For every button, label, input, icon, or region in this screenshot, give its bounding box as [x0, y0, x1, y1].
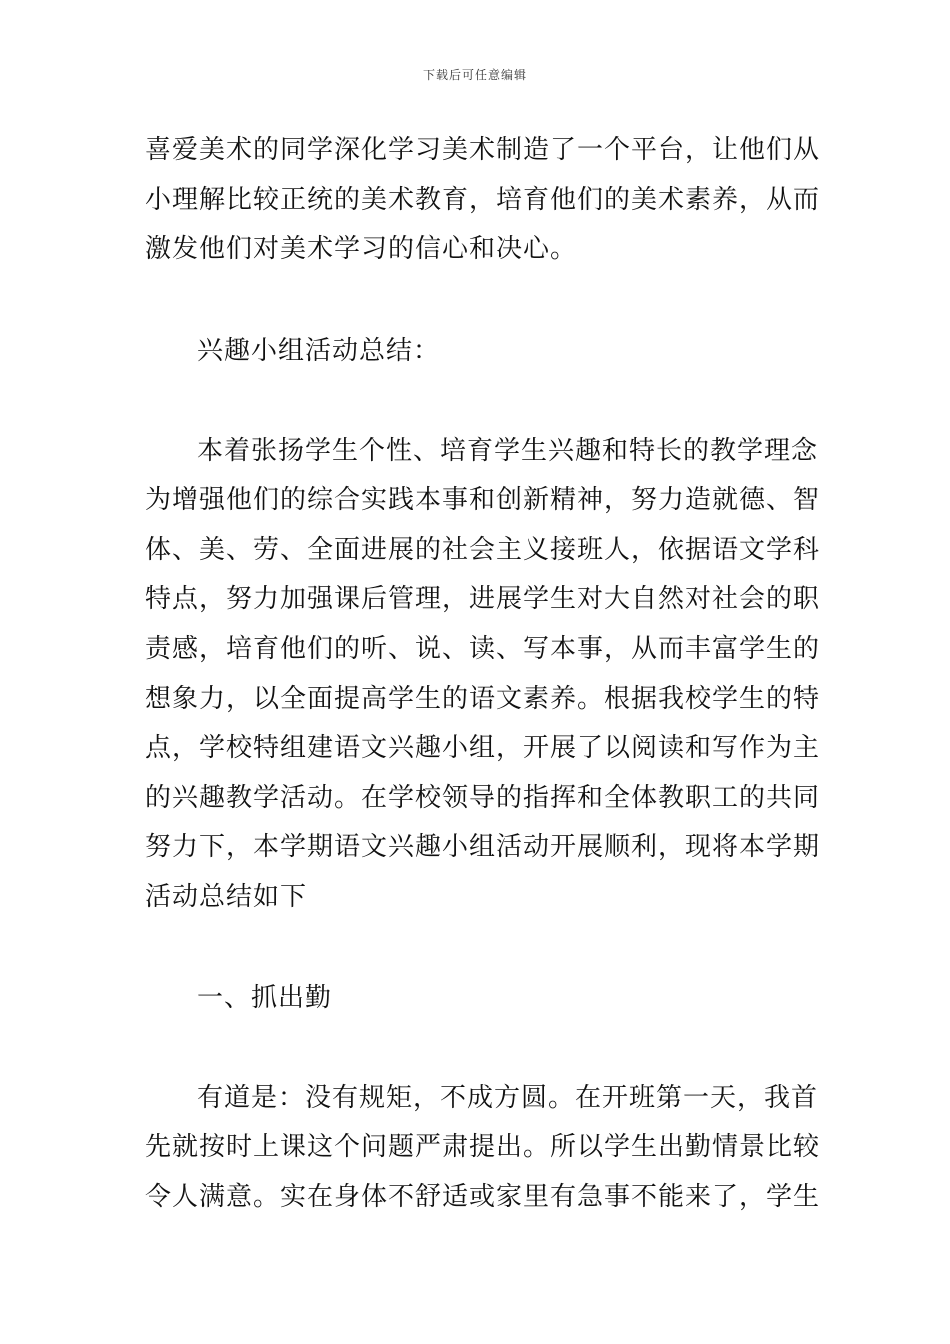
paragraph-line: 努力下，本学期语文兴趣小组活动开展顺利，现将本学期: [145, 832, 821, 862]
section-heading: 兴趣小组活动总结：: [197, 336, 441, 366]
paragraph-line: 喜爱美术的同学深化学习美术制造了一个平台，让他们从: [145, 135, 821, 165]
paragraph-line: 活动总结如下: [145, 882, 308, 912]
header-note: 下载后可任意编辑: [422, 68, 527, 82]
paragraph-line: 小理解比较正统的美术教育，培育他们的美术素养，从而: [145, 185, 821, 215]
paragraph-line: 的兴趣教学活动。在学校领导的指挥和全体教职工的共同: [145, 783, 821, 813]
paragraph-line: 想象力，以全面提高学生的语文素养。根据我校学生的特: [145, 684, 821, 714]
paragraph-line: 令人满意。实在身体不舒适或家里有急事不能来了，学生: [145, 1182, 821, 1212]
paragraph-line: 本着张扬学生个性、培育学生兴趣和特长的教学理念: [197, 436, 819, 466]
paragraph-line: 激发他们对美术学习的信心和决心。: [145, 234, 578, 264]
paragraph-line: 先就按时上课这个问题严肃提出。所以学生出勤情景比较: [145, 1132, 821, 1162]
paragraph-line: 体、美、劳、全面进展的社会主义接班人，依据语文学科: [145, 535, 821, 565]
paragraph-line: 点，学校特组建语文兴趣小组，开展了以阅读和写作为主: [145, 733, 821, 763]
paragraph-line: 特点，努力加强课后管理，进展学生对大自然对社会的职: [145, 584, 821, 614]
paragraph-line: 有道是：没有规矩，不成方圆。在开班第一天，我首: [197, 1083, 819, 1113]
paragraph-line: 责感，培育他们的听、说、读、写本事，从而丰富学生的: [145, 634, 821, 664]
paragraph-line: 为增强他们的综合实践本事和创新精神，努力造就德、智: [145, 485, 821, 515]
section-heading: 一、抓出勤: [197, 983, 333, 1013]
